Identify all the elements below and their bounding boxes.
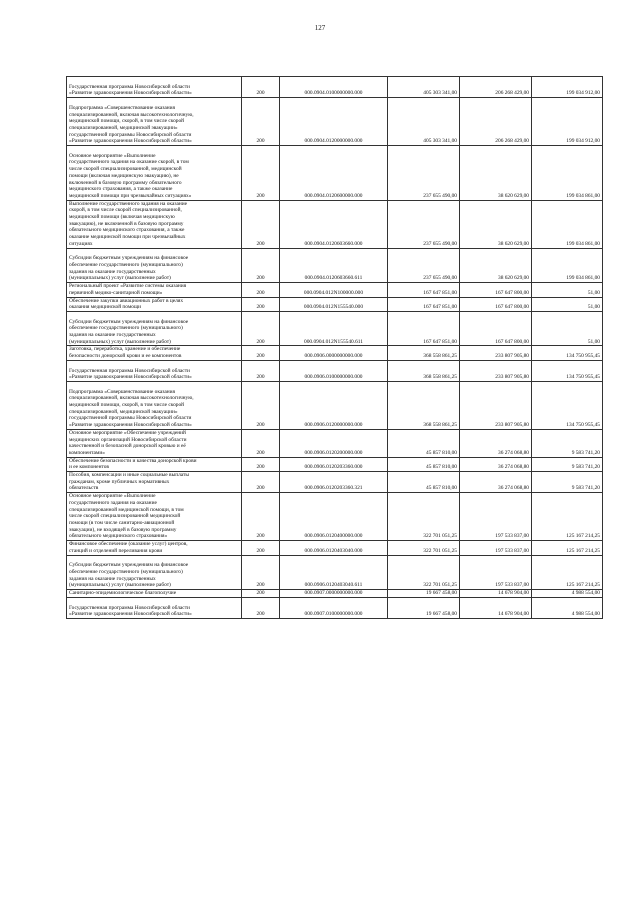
row-amount-second-cell-text: 206 268 429,00 <box>495 90 529 97</box>
row-amount-third-cell-text: 51,00 <box>587 289 600 296</box>
row-name-cell-text: Субсидии бюджетным учреждениям на финансовое обеспечение государственного (муниципального) задания на оказание государственных (муниципальных) услуг (выполнение работ) <box>69 318 189 345</box>
row-amount-second-cell <box>460 346 532 360</box>
row-amount-second-cell <box>460 555 532 590</box>
row-classification-cell-text: 000.0904.0120600000.000 <box>304 192 363 199</box>
row-amount-third-cell <box>532 346 603 360</box>
row-amount-third-cell-text: 199 034 861,00 <box>566 240 600 247</box>
row-code-cell-text: 200 <box>256 422 265 429</box>
row-amount-third-cell-text: 134 750 955,45 <box>566 353 600 360</box>
page-number: 127 <box>314 24 326 32</box>
row-amount-total-cell-text: 322 701 051,25 <box>423 547 457 554</box>
row-code-cell <box>242 598 280 619</box>
row-code-cell-text: 200 <box>256 533 265 540</box>
row-classification-cell-text: 000.0906.0000000000.000 <box>304 353 363 360</box>
row-name-cell <box>67 146 242 201</box>
row-amount-second-cell-text: 36 274 068,80 <box>498 485 529 492</box>
row-amount-third-cell-text: 134 750 955,45 <box>566 422 600 429</box>
row-amount-total-cell-text: 322 701 051,25 <box>423 582 457 589</box>
row-name-cell <box>67 200 242 248</box>
row-name-cell-text: Государственная программа Новосибирской области «Развитие здравоохранения Новосибирской области» <box>69 604 192 618</box>
row-amount-second-cell <box>460 297 532 311</box>
row-amount-total-cell <box>388 98 460 146</box>
row-name-cell <box>67 283 242 297</box>
row-code-cell-text: 200 <box>256 485 265 492</box>
row-amount-third-cell <box>532 541 603 555</box>
row-amount-third-cell-text: 125 167 214,25 <box>566 582 600 589</box>
row-amount-third-cell-text: 199 034 861,00 <box>566 275 600 282</box>
table-row <box>67 77 603 98</box>
row-amount-third-cell-text: 125 167 214,25 <box>566 533 600 540</box>
row-name-cell <box>67 381 242 429</box>
row-name-cell-text: Основное мероприятие «Выполнение государственного задания на оказание специализированной медицинской помощи, в том числе скорой специализированной медицинской помощи (в том числе санитарно-авиационной эвакуации), не входящей в базовую программу обязательного медицинского страхования» <box>69 493 184 540</box>
row-amount-third-cell <box>532 360 603 381</box>
row-amount-third-cell-text: 125 167 214,25 <box>566 547 600 554</box>
row-classification-cell <box>280 555 388 590</box>
row-classification-cell-text: 000.0906.0120403040.000 <box>304 547 363 554</box>
row-classification-cell <box>280 381 388 429</box>
row-amount-total-cell <box>388 360 460 381</box>
row-amount-total-cell-text: 45 857 810,00 <box>426 464 457 471</box>
row-amount-third-cell-text: 4 988 554,00 <box>571 590 600 597</box>
row-amount-total-cell <box>388 77 460 98</box>
row-code-cell <box>242 283 280 297</box>
row-code-cell-text: 200 <box>256 338 265 345</box>
row-name-cell <box>67 472 242 493</box>
table-row <box>67 493 603 541</box>
row-amount-third-cell <box>532 457 603 471</box>
row-code-cell <box>242 200 280 248</box>
row-name-cell <box>67 429 242 457</box>
table-row <box>67 283 603 297</box>
row-name-cell-text: Пособия, компенсации и иные социальные выплаты гражданам, кроме публичных нормативных обязательств <box>69 472 190 492</box>
row-amount-second-cell <box>460 248 532 283</box>
row-amount-third-cell <box>532 381 603 429</box>
row-code-cell <box>242 429 280 457</box>
row-code-cell <box>242 472 280 493</box>
table-row <box>67 360 603 381</box>
row-amount-second-cell <box>460 590 532 598</box>
row-name-cell-text: Государственная программа Новосибирской области «Развитие здравоохранения Новосибирской области» <box>69 83 192 97</box>
row-classification-cell <box>280 429 388 457</box>
row-amount-second-cell-text: 38 620 629,00 <box>498 240 529 247</box>
row-name-cell <box>67 493 242 541</box>
row-code-cell-text: 200 <box>256 289 265 296</box>
row-code-cell <box>242 590 280 598</box>
row-amount-total-cell-text: 167 647 851,00 <box>423 304 457 311</box>
budget-table <box>66 76 603 619</box>
row-amount-second-cell-text: 197 533 837,00 <box>495 547 529 554</box>
row-amount-third-cell-text: 199 034 912,00 <box>566 90 600 97</box>
row-classification-cell-text: 000.0906.0120203360.000 <box>304 464 363 471</box>
row-name-cell-text: Выполнение государственного задания на оказание скорой, в том числе скорой специализированной, медицинской помощи (включая медицинскую эвакуацию), не включенной в базовую программу обязательного медицинского страхования, а также оказание медицинской помощи при чрезвычайных ситуациях <box>69 200 188 247</box>
row-name-cell-text: Субсидии бюджетным учреждениям на финансовое обеспечение государственного (муниципального) задания на оказание государственных (муниципальных) услуг (выполнение работ) <box>69 562 189 589</box>
row-classification-cell <box>280 311 388 346</box>
row-amount-total-cell-text: 322 701 051,25 <box>423 533 457 540</box>
row-classification-cell-text: 000.0906.0120403040.611 <box>304 582 363 589</box>
row-amount-third-cell-text: 199 034 861,00 <box>566 192 600 199</box>
row-classification-cell <box>280 346 388 360</box>
row-amount-second-cell-text: 36 274 068,80 <box>498 449 529 456</box>
row-amount-third-cell-text: 9 583 741,20 <box>571 449 600 456</box>
row-amount-third-cell <box>532 77 603 98</box>
row-amount-total-cell-text: 45 857 810,00 <box>426 485 457 492</box>
row-amount-third-cell-text: 4 988 554,00 <box>571 611 600 618</box>
row-classification-cell-text: 000.0906.0120400000.000 <box>304 533 363 540</box>
row-name-cell <box>67 555 242 590</box>
table-row <box>67 200 603 248</box>
row-amount-second-cell-text: 36 274 068,80 <box>498 464 529 471</box>
table-row <box>67 598 603 619</box>
row-code-cell-text: 200 <box>256 90 265 97</box>
row-name-cell-text: Региональный проект «Развитие системы оказания первичной медико-санитарной помощи» <box>69 283 187 296</box>
row-amount-third-cell <box>532 429 603 457</box>
row-amount-second-cell-text: 233 807 905,80 <box>495 353 529 360</box>
row-amount-second-cell <box>460 360 532 381</box>
row-name-cell <box>67 248 242 283</box>
row-amount-second-cell <box>460 457 532 471</box>
row-amount-total-cell <box>388 541 460 555</box>
row-amount-second-cell-text: 197 533 837,00 <box>495 533 529 540</box>
row-code-cell-text: 200 <box>256 464 265 471</box>
row-code-cell-text: 200 <box>256 582 265 589</box>
row-code-cell <box>242 493 280 541</box>
row-amount-total-cell <box>388 429 460 457</box>
row-classification-cell <box>280 598 388 619</box>
row-classification-cell <box>280 146 388 201</box>
row-amount-total-cell-text: 237 655 490,00 <box>423 240 457 247</box>
row-amount-third-cell <box>532 98 603 146</box>
row-amount-second-cell-text: 167 647 800,00 <box>495 304 529 311</box>
row-code-cell <box>242 381 280 429</box>
row-amount-total-cell-text: 405 303 341,00 <box>423 90 457 97</box>
row-amount-third-cell <box>532 248 603 283</box>
row-amount-third-cell-text: 51,00 <box>587 304 600 311</box>
row-classification-cell-text: 000.0904.012N155540.611 <box>304 338 363 345</box>
row-name-cell <box>67 360 242 381</box>
row-amount-second-cell-text: 233 807 905,80 <box>495 422 529 429</box>
row-name-cell <box>67 541 242 555</box>
row-amount-total-cell-text: 368 558 861,25 <box>423 374 457 381</box>
row-code-cell <box>242 297 280 311</box>
row-code-cell-text: 200 <box>256 590 265 597</box>
table-row <box>67 590 603 598</box>
table-row <box>67 248 603 283</box>
row-amount-second-cell-text: 206 268 429,00 <box>495 138 529 145</box>
row-amount-total-cell <box>388 283 460 297</box>
row-classification-cell <box>280 297 388 311</box>
row-amount-second-cell-text: 14 678 904,00 <box>498 590 529 597</box>
row-name-cell <box>67 77 242 98</box>
row-amount-third-cell-text: 9 583 741,20 <box>571 464 600 471</box>
row-amount-second-cell <box>460 598 532 619</box>
budget-table-body <box>67 77 603 619</box>
row-classification-cell-text: 000.0907.0000000000.000 <box>304 590 363 597</box>
row-classification-cell-text: 000.0906.0120203360.321 <box>304 485 363 492</box>
row-name-cell-text: Заготовка, переработка, хранение и обеспечение безопасности донорской крови и ее компонентов <box>69 346 182 360</box>
row-amount-third-cell <box>532 493 603 541</box>
row-code-cell-text: 200 <box>256 138 265 145</box>
row-amount-total-cell <box>388 457 460 471</box>
row-amount-third-cell-text: 199 034 912,00 <box>566 138 600 145</box>
row-classification-cell <box>280 98 388 146</box>
row-name-cell-text: Обеспечение безопасности и качества донорской крови и ее компонентов <box>69 457 197 471</box>
row-code-cell-text: 200 <box>256 192 265 199</box>
row-name-cell <box>67 590 242 598</box>
row-classification-cell-text: 000.0904.0100000000.000 <box>304 90 363 97</box>
row-amount-second-cell <box>460 146 532 201</box>
row-name-cell-text: Основное мероприятие «Выполнение государственного задания на оказание скорой, в том числе скорой специализированной, медицинской помощи (включая медицинскую эвакуацию), не включенной в базовую программу обязательного медицинского страхования, а также оказание медицинской помощи при чрезвычайных ситуациях» <box>69 152 192 199</box>
row-classification-cell-text: 000.0904.0120603660.611 <box>304 275 363 282</box>
row-amount-total-cell <box>388 590 460 598</box>
row-classification-cell-text: 000.0904.012N100000.000 <box>303 289 364 296</box>
row-code-cell-text: 200 <box>256 240 265 247</box>
table-row <box>67 311 603 346</box>
row-amount-total-cell <box>388 311 460 346</box>
table-row <box>67 297 603 311</box>
row-amount-third-cell <box>532 200 603 248</box>
row-amount-total-cell-text: 19 667 458,00 <box>426 590 457 597</box>
row-amount-third-cell-text: 134 750 955,45 <box>566 374 600 381</box>
table-row <box>67 555 603 590</box>
table-row <box>67 472 603 493</box>
row-amount-second-cell <box>460 98 532 146</box>
row-amount-third-cell <box>532 146 603 201</box>
table-row <box>67 457 603 471</box>
row-amount-third-cell <box>532 472 603 493</box>
row-amount-total-cell-text: 405 303 341,00 <box>423 138 457 145</box>
row-amount-total-cell-text: 237 655 490,00 <box>423 275 457 282</box>
row-code-cell <box>242 98 280 146</box>
row-name-cell-text: Подпрограмма «Совершенствование оказания специализированной, включая высокотехнологичную, медицинской помощи, скорой, в том числе скорой специализированной, медицинской эвакуации» государственной программы Новосибирской области «Развитие здравоохранения Новосибирской области» <box>69 104 194 145</box>
row-name-cell-text: Государственная программа Новосибирской области «Развитие здравоохранения Новосибирской области» <box>69 367 192 381</box>
row-amount-second-cell <box>460 541 532 555</box>
row-amount-total-cell-text: 167 647 851,00 <box>423 338 457 345</box>
row-name-cell-text: Санитарно-эпидемиологическое благополучие <box>69 590 177 597</box>
row-amount-total-cell-text: 237 655 490,00 <box>423 192 457 199</box>
row-code-cell <box>242 541 280 555</box>
row-amount-second-cell-text: 167 647 800,00 <box>495 338 529 345</box>
row-code-cell-text: 200 <box>256 374 265 381</box>
row-code-cell-text: 200 <box>256 304 265 311</box>
row-code-cell-text: 200 <box>256 547 265 554</box>
row-classification-cell <box>280 200 388 248</box>
table-row <box>67 146 603 201</box>
row-amount-total-cell-text: 368 558 861,25 <box>423 422 457 429</box>
table-row <box>67 98 603 146</box>
row-code-cell <box>242 77 280 98</box>
row-name-cell <box>67 311 242 346</box>
row-classification-cell <box>280 283 388 297</box>
row-classification-cell <box>280 360 388 381</box>
row-code-cell <box>242 311 280 346</box>
row-code-cell-text: 200 <box>256 353 265 360</box>
row-classification-cell-text: 000.0906.0100000000.000 <box>304 374 363 381</box>
row-code-cell <box>242 146 280 201</box>
row-amount-third-cell-text: 51,00 <box>587 338 600 345</box>
row-classification-cell-text: 000.0904.0120000000.000 <box>304 138 363 145</box>
row-amount-second-cell <box>460 77 532 98</box>
row-name-cell <box>67 598 242 619</box>
table-row <box>67 429 603 457</box>
row-amount-second-cell-text: 233 807 905,80 <box>495 374 529 381</box>
row-classification-cell-text: 000.0904.012N155540.000 <box>303 304 364 311</box>
row-code-cell <box>242 346 280 360</box>
row-amount-third-cell <box>532 311 603 346</box>
row-amount-third-cell <box>532 598 603 619</box>
row-name-cell <box>67 457 242 471</box>
row-amount-second-cell <box>460 283 532 297</box>
row-amount-second-cell <box>460 493 532 541</box>
row-code-cell <box>242 555 280 590</box>
row-amount-second-cell-text: 167 647 800,00 <box>495 289 529 296</box>
row-classification-cell-text: 000.0906.0120200000.000 <box>304 449 363 456</box>
row-amount-second-cell <box>460 472 532 493</box>
row-classification-cell-text: 000.0906.0120000000.000 <box>304 422 363 429</box>
row-amount-total-cell <box>388 297 460 311</box>
row-code-cell-text: 200 <box>256 275 265 282</box>
row-amount-total-cell <box>388 146 460 201</box>
row-code-cell <box>242 248 280 283</box>
row-classification-cell <box>280 457 388 471</box>
row-amount-total-cell <box>388 493 460 541</box>
row-amount-second-cell-text: 38 620 629,00 <box>498 192 529 199</box>
row-amount-total-cell <box>388 381 460 429</box>
row-code-cell <box>242 360 280 381</box>
row-amount-total-cell-text: 368 558 861,25 <box>423 353 457 360</box>
row-code-cell-text: 200 <box>256 611 265 618</box>
row-amount-total-cell <box>388 472 460 493</box>
table-row <box>67 381 603 429</box>
row-amount-third-cell-text: 9 583 741,20 <box>571 485 600 492</box>
row-amount-total-cell <box>388 555 460 590</box>
row-classification-cell <box>280 248 388 283</box>
table-row <box>67 346 603 360</box>
row-classification-cell <box>280 590 388 598</box>
row-name-cell-text: Основное мероприятие «Обеспечение учреждений медицинских организаций Новосибирской области качественной и безопасной донорской кровью и её компонентами» <box>69 429 187 456</box>
row-name-cell-text: Финансовое обеспечение (оказание услуг) центров, станций и отделений переливания крови <box>69 541 188 554</box>
table-row <box>67 541 603 555</box>
row-amount-second-cell <box>460 200 532 248</box>
row-name-cell <box>67 346 242 360</box>
row-name-cell-text: Подпрограмма «Совершенствование оказания специализированной, включая высокотехнологичную, медицинской помощи, скорой, в том числе скорой специализированной, медицинской эвакуации» государственной программы Новосибирской области «Развитие здравоохранения Новосибирской области» <box>69 388 194 429</box>
row-amount-second-cell-text: 197 533 837,00 <box>495 582 529 589</box>
row-amount-total-cell <box>388 346 460 360</box>
row-name-cell-text: Обеспечение закупки авиационных работ в целях оказания медицинской помощи <box>69 297 184 311</box>
row-amount-total-cell-text: 45 857 810,00 <box>426 449 457 456</box>
row-amount-total-cell-text: 19 667 458,00 <box>426 611 457 618</box>
row-name-cell <box>67 98 242 146</box>
row-amount-total-cell-text: 167 647 851,00 <box>423 289 457 296</box>
row-amount-second-cell-text: 38 620 629,00 <box>498 275 529 282</box>
row-name-cell <box>67 297 242 311</box>
row-amount-third-cell <box>532 283 603 297</box>
row-classification-cell <box>280 493 388 541</box>
row-classification-cell-text: 000.0907.0100000000.000 <box>304 611 363 618</box>
row-classification-cell-text: 000.0904.0120603660.000 <box>304 240 363 247</box>
row-amount-third-cell <box>532 297 603 311</box>
row-classification-cell <box>280 472 388 493</box>
row-amount-second-cell <box>460 381 532 429</box>
row-amount-total-cell <box>388 200 460 248</box>
row-code-cell <box>242 457 280 471</box>
row-amount-third-cell <box>532 555 603 590</box>
row-code-cell-text: 200 <box>256 449 265 456</box>
row-name-cell-text: Субсидии бюджетным учреждениям на финансовое обеспечение государственного (муниципального) задания на оказание государственных (муниципальных) услуг (выполнение работ) <box>69 255 189 282</box>
row-amount-total-cell <box>388 248 460 283</box>
row-amount-second-cell <box>460 311 532 346</box>
row-classification-cell <box>280 77 388 98</box>
row-amount-second-cell <box>460 429 532 457</box>
row-amount-second-cell-text: 14 678 904,00 <box>498 611 529 618</box>
row-amount-total-cell <box>388 598 460 619</box>
row-classification-cell <box>280 541 388 555</box>
row-amount-third-cell <box>532 590 603 598</box>
